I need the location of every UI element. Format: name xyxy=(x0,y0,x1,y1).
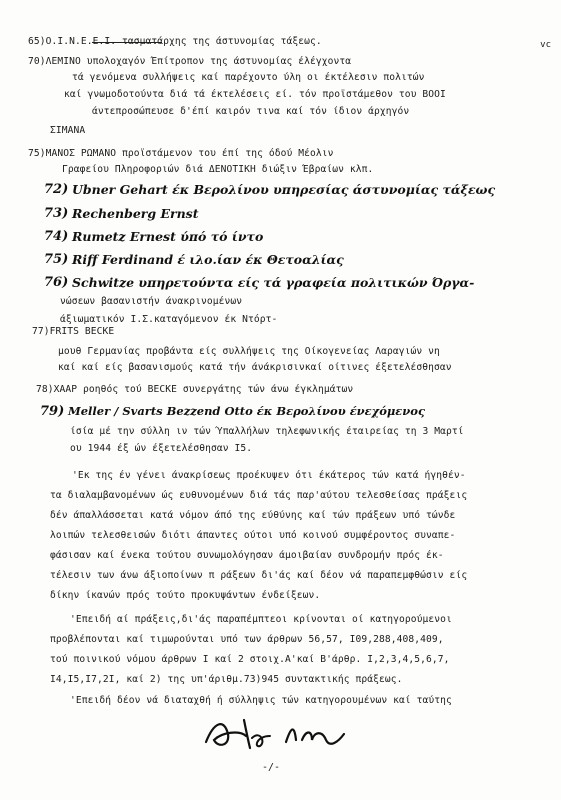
text-line: τού ποινικού νόμου άρθρων Ι καί 2 στοιχ.Α'καί Β'άρθρ. Ι,2,3,4,5,6,7, xyxy=(50,654,450,665)
text-line: λοιπών τελεσθεισών διότι άπαντες ούτοι υπό κοινού συμφέροντος συναπε- xyxy=(50,530,456,541)
text-line: ου 1944 έξ ών έξετελέσθησαν Ι5. xyxy=(70,443,253,454)
text-line: τέλεσιν των άνω άξιοποίνων π ράξεων δι'άς καί δέον νά παραπεμφθώσιν είς xyxy=(50,570,468,581)
text-line: Γραφείου Πληροφοριών διά ΔΕΝΟΤΙΚΗ διώξιν Έβραίων κλπ. xyxy=(62,164,374,175)
text-line: Ι4,Ι5,Ι7,2Ι, καί 2) της υπ'άριθμ.73)945 συντακτικής πράξεως. xyxy=(50,674,403,685)
text-line: δίκην ίκανών πρός τούτο προκυψάντων ένδείξεων. xyxy=(50,590,321,601)
margin-mark: vc xyxy=(540,40,551,50)
text-line: άντεπροσώπευσε δ'έπί καιρόν τινα καί τόν ίδιον άρχηγόν xyxy=(92,106,410,117)
text-line: δέν άπαλλάσσεται κατά νόμον άπό της εύθύνης καί τών πράξεων υπό τώνδε xyxy=(50,510,456,521)
text-line: άξιωματικόν Ι.Σ.καταγόμενον έκ Ντόρτ- xyxy=(60,314,278,325)
handwritten-number: 74) xyxy=(44,229,69,244)
handwritten-number: 75) xyxy=(44,252,69,267)
text-line: 70)ΛΕΜΙΝΟ υπολοχαγόν Έπίτροπον της άστυνομίας έλέγχοντα xyxy=(28,56,352,67)
text-line: 77)FRITS BECKE xyxy=(32,326,115,337)
text-line: 'Επειδή δέον νά διαταχθή ή σύλληψις τών κατηγορουμένων καί ταύτης xyxy=(70,695,452,706)
handwritten-line: Rumetz Ernest ύπό τό ίντο xyxy=(72,229,264,244)
text-line: μουθ Γερμανίας προβάντα είς συλλήψεις της Οίκογενείας Λαραγιών νη xyxy=(58,346,440,357)
handwritten-line: Schwitze υπηρετούντα είς τά γραφεία πολιτικών Όργα- xyxy=(72,275,475,290)
text-line: καί γνωμοδοτούντα διά τά έκτελέσεις εί. τόν προϊστάμεθον του ΒΟΟΙ xyxy=(64,89,446,100)
handwritten-line: Meller / Svarts Bezzend Otto έκ Βερολίνου ένεχόμενος xyxy=(68,404,425,418)
text-line: φάσισαν καί ένεκα τούτου συνωμολόγησαν άμοιβαίαν συνδρομήν πρός έκ- xyxy=(50,550,444,561)
text-line: τα διαλαμβανομένων ώς ευθυνομένων διά τάς παρ'αύτου τελεσθείσας πράξεις xyxy=(50,490,468,501)
text-line: προβλέπονται καί τιμωρούνται υπό των άρθρων 56,57, Ι09,288,408,409, xyxy=(50,634,444,645)
text-line: 75)ΜΑΝΟΣ ΡΩΜΑΝΟ προϊστάμενον του έπί της όδού Μέολιν xyxy=(28,148,334,159)
page-continuation-mark: -/- xyxy=(262,762,281,773)
text-line: νώσεων βασανιστήν άνακρινομένων xyxy=(60,296,243,307)
text-line: 'Επειδή αί πράξεις,δι'άς παραπέμπτεοι κρίνονται οί κατηγορούμενοι xyxy=(70,614,452,625)
handwritten-line: Riff Ferdinand έ ιλο.ίαν έκ Θετοαλίας xyxy=(72,252,344,267)
text-line: ΣΙΜΑΝΑ xyxy=(50,125,86,136)
handwritten-number: 76) xyxy=(44,275,69,290)
text-line: 65)Ο.Ι.Ν.Ε.Ε.Ι. τασματάρχης της άστυνομίας τάξεως. xyxy=(28,36,322,47)
text-line: ίσία μέ την σύλλη ιν τών Ύπαλλήλων τηλεφωνικής έταιρείας τη 3 Μαρτί xyxy=(70,426,464,437)
text-line: 78)ΧΑΑΡ ροηθός τού ΒΕCΚΕ συνεργάτης τών άνω έγκλημάτων xyxy=(36,384,354,395)
handwritten-number: 72) xyxy=(44,182,69,197)
handwritten-signature xyxy=(200,712,350,756)
handwritten-number: 79) xyxy=(40,404,65,419)
text-line: τά γενόμενα συλλήψεις καί παρέχοντο ύλη οι έκτέλεσιν πολιτών xyxy=(72,72,425,83)
handwritten-number: 73) xyxy=(44,206,69,221)
text-line: καί καί είς βασανισμούς κατά τήν άνάκρισινκαί οίτινες έξετελέσθησαν xyxy=(58,362,452,373)
text-line: 'Εκ της έν γένει άνακρίσεως προέκυψεν ότι έκάτερος τών κατά ήγηθέν- xyxy=(72,470,466,481)
handwritten-line: Ubner Gehart έκ Βερολίνου υπηρεσίας άστυνομίας τάξεως xyxy=(72,182,496,197)
handwritten-line: Rechenberg Ernst xyxy=(72,206,199,221)
